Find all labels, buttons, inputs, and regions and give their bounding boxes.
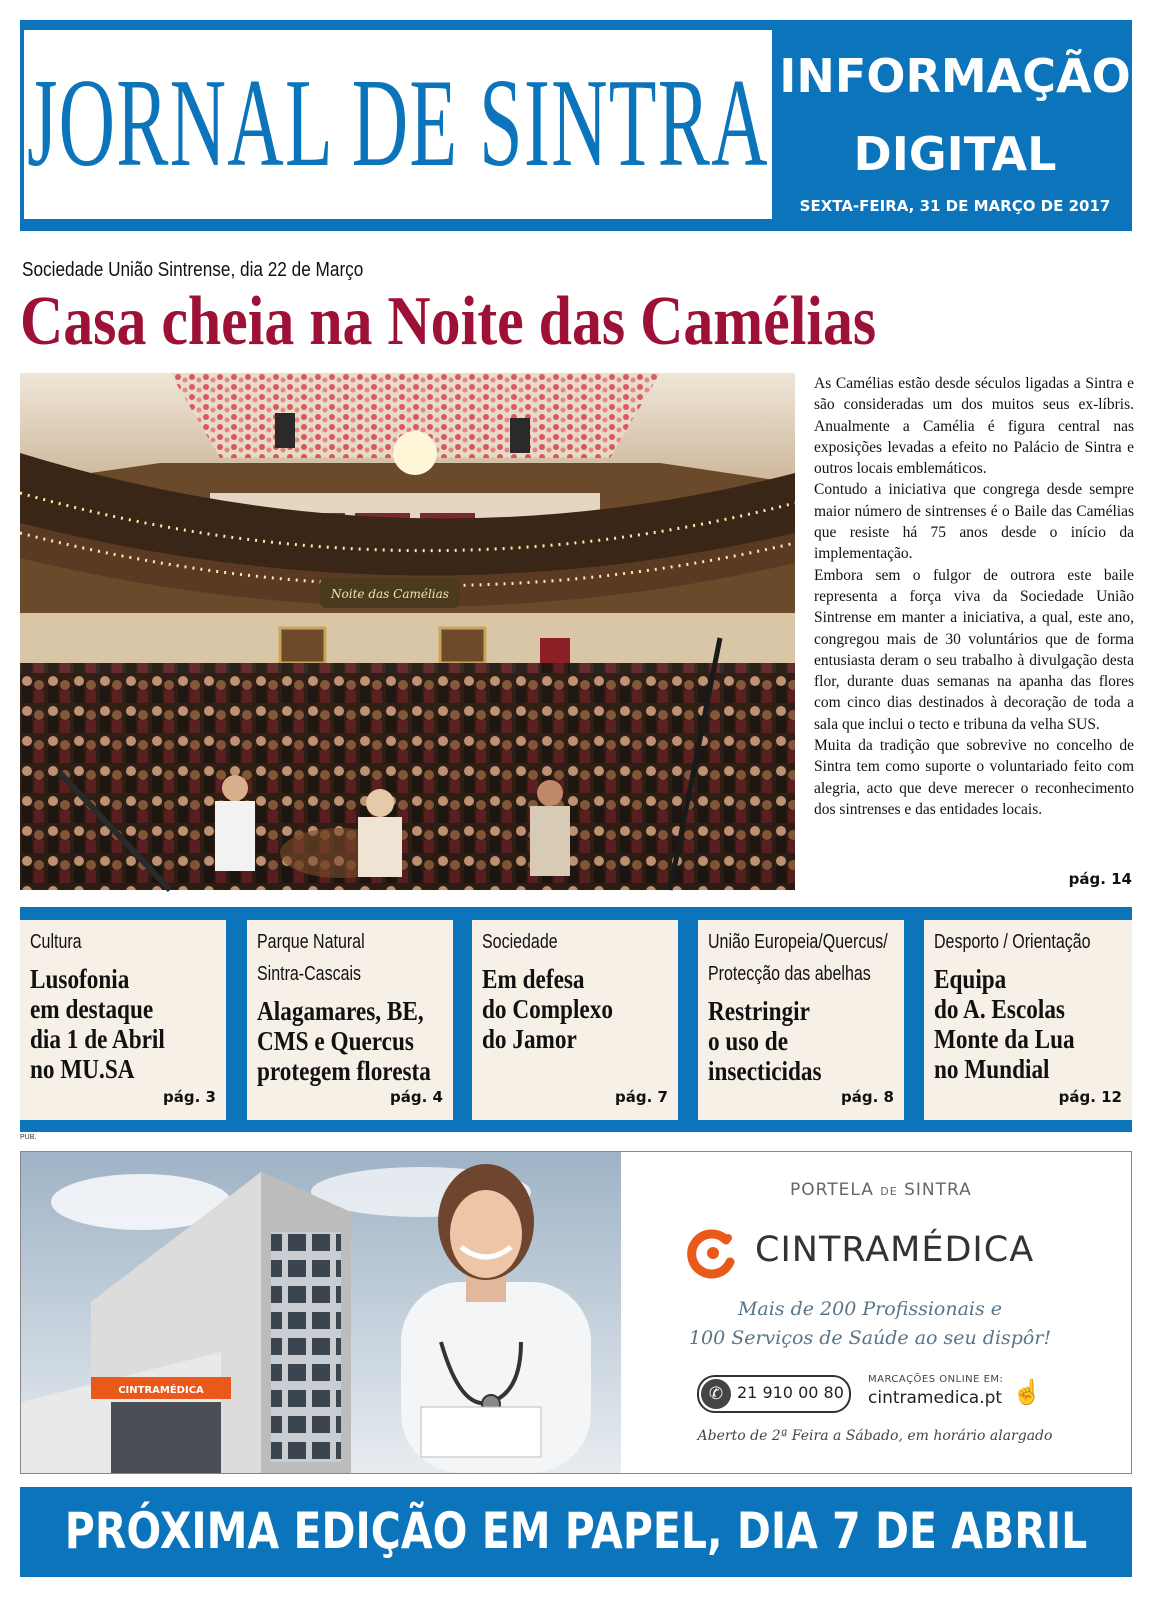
teaser-page-ref: pág. 3 — [163, 1088, 216, 1106]
ad-tagline: Mais de 200 Profissionais e 100 Serviços de Saúde ao seu dispôr! — [688, 1298, 1052, 1349]
teaser-sociedade[interactable] — [472, 920, 678, 1120]
teaser-headline: Equipa do A. Escolas Monte da Lua no Mundial — [934, 964, 1075, 1084]
newspaper-title-text: JORNAL DE SINTRA — [26, 54, 769, 193]
teaser-category: Cultura — [30, 931, 82, 953]
cintramedica-logo-icon — [688, 1228, 738, 1278]
footer-notice — [20, 1487, 1132, 1577]
photo-banner-text: Noite das Camélias — [331, 587, 449, 601]
ad-opening-hours: Aberto de 2ª Feira a Sábado, em horário alargado — [697, 1428, 1053, 1444]
teaser-page-ref: pág. 8 — [841, 1088, 894, 1106]
teaser-page-ref: pág. 12 — [1058, 1088, 1122, 1106]
newspaper-title — [24, 28, 769, 220]
ad-location: PORTELA DE SINTRA — [790, 1180, 972, 1200]
ballroom-illustration — [20, 373, 795, 890]
teaser-uniao-europeia[interactable] — [698, 920, 904, 1120]
lead-page-ref[interactable]: pág. 14 — [1068, 870, 1132, 888]
ad-photo — [21, 1152, 621, 1473]
teaser-cultura[interactable] — [20, 920, 226, 1120]
ad-website-link[interactable]: cintramedica.pt — [868, 1388, 1003, 1408]
issue-date: SEXTA-FEIRA, 31 DE MARÇO DE 2017 — [799, 197, 1111, 215]
edition-label-line1: INFORMAÇÃO — [779, 49, 1131, 103]
ad-phone-pill[interactable] — [697, 1375, 851, 1413]
ad-brand-name: CINTRAMÉDICA — [755, 1230, 1035, 1270]
teaser-page-ref: pág. 7 — [615, 1088, 668, 1106]
lead-paragraph: As Camélias estão desde séculos ligadas a Sintra e são consideradas um dos muitos seus ex-líbris. Anualmente a Camélia é figura central nas exposições levadas a efeito no Palácio de Sintra e outros locais emblemáticos. — [814, 375, 1134, 478]
teaser-category: Desporto / Orientação — [934, 931, 1091, 953]
lead-paragraph: Muita da tradição que sobrevive no concelho de Sintra tem como suporte o voluntariado feito com alegria, acto que deve merecer o reconhecimento dos sintrenses e das entidades locais. — [814, 737, 1134, 818]
teaser-headline: Em defesa do Complexo do Jamor — [482, 964, 613, 1054]
edition-label-line2: DIGITAL — [853, 127, 1057, 181]
teaser-headline: Lusofonia em destaque dia 1 de Abril no MU.SA — [30, 964, 165, 1084]
teaser-parque-natural[interactable] — [247, 920, 453, 1120]
teaser-desporto[interactable] — [924, 920, 1132, 1120]
teaser-category: União Europeia/Quercus/ Protecção das abelhas — [708, 931, 888, 985]
footer-notice-text: PRÓXIMA EDIÇÃO EM PAPEL, DIA 7 DE ABRIL — [64, 1502, 1088, 1560]
ad-online-label: MARCAÇÕES ONLINE EM: — [868, 1374, 1004, 1385]
teaser-headline: Alagamares, BE, CMS e Quercus protegem floresta — [257, 996, 431, 1086]
teaser-category: Parque Natural Sintra-Cascais — [257, 931, 365, 985]
advertisement-label: PUB. — [20, 1134, 37, 1141]
lead-paragraph: Contudo a iniciativa que congrega desde sempre maior número de sintrenses é o Baile das Camélias que resiste há 75 anos desde o início da implementação. — [814, 481, 1134, 563]
teaser-page-ref: pág. 4 — [390, 1088, 443, 1106]
phone-icon: ✆ — [701, 1379, 731, 1409]
building-sign-text: CINTRAMÉDICA — [118, 1385, 204, 1396]
pointer-hand-icon: ☝ — [1012, 1380, 1042, 1406]
ad-phone-number: 21 910 00 80 — [737, 1383, 844, 1402]
lead-headline[interactable]: Casa cheia na Noite das Camélias — [20, 283, 877, 360]
lead-article-body — [814, 373, 1134, 820]
lead-photo[interactable] — [20, 373, 795, 890]
teaser-category: Sociedade — [482, 931, 558, 953]
teaser-headline: Restringir o uso de insecticidas — [708, 996, 822, 1086]
lead-kicker: Sociedade União Sintrense, dia 22 de Março — [22, 259, 364, 281]
lead-paragraph: Embora sem o fulgor de outrora este baile representa a força viva da Sociedade União Sintrense em manter a iniciativa, a qual, este ano, congregou mais de 30 voluntários que de forma entusiasta deram o seu trabalho à divulgação desta flor, durante duas semanas na apanha das flores com cinco dias destinados à decoração de toda a sala que inclui o tecto e tribuna da velha SUS. — [814, 566, 1134, 733]
